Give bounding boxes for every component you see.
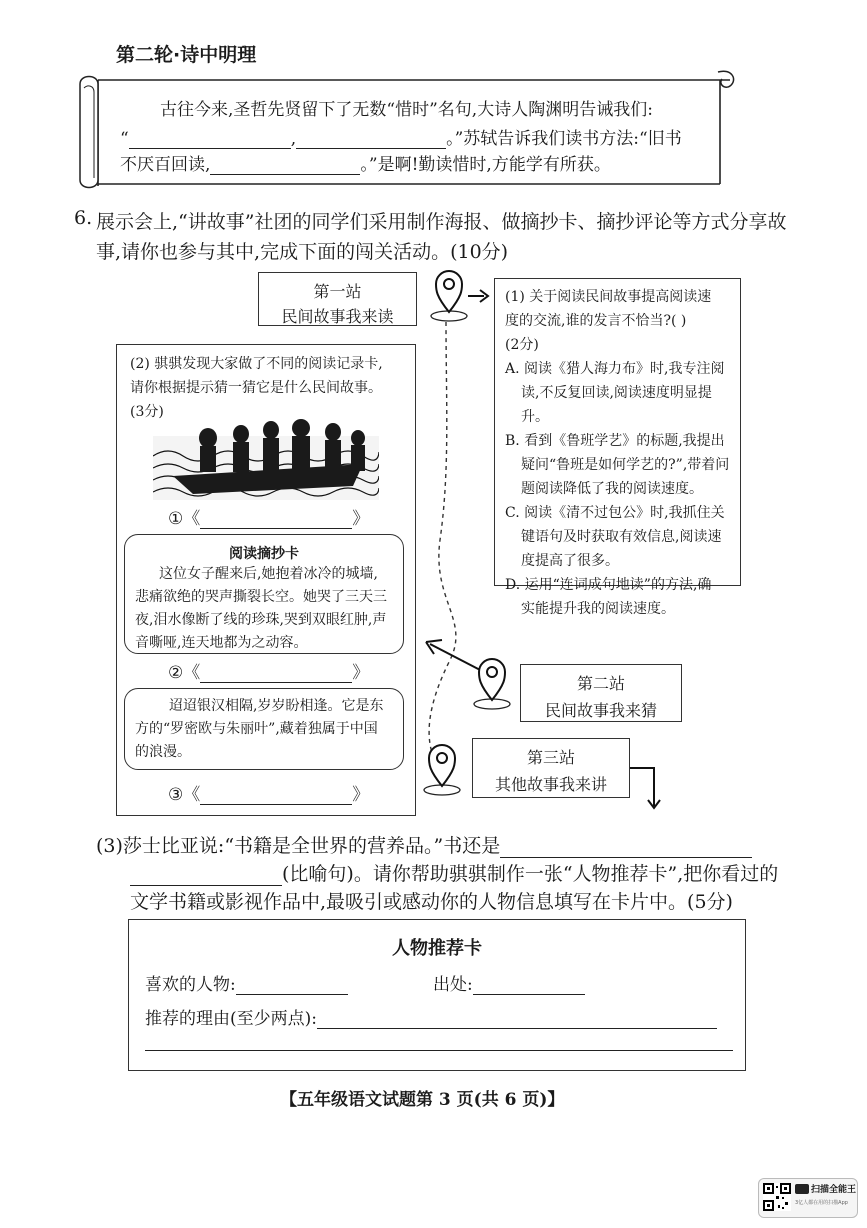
source-row bbox=[433, 970, 585, 995]
blank-2-close: 》 bbox=[352, 663, 370, 683]
arrow-up-left-icon bbox=[426, 640, 484, 672]
excerpt-card-title: 阅读摘抄卡 bbox=[229, 546, 299, 562]
location-pin-icon bbox=[474, 659, 510, 709]
station-1-subtitle: 民间故事我来读 bbox=[281, 307, 394, 326]
station-1-title: 第一站 bbox=[313, 282, 362, 301]
blank-2-label: ②《 bbox=[168, 663, 201, 683]
part3-line-3: 文学书籍或影视作品中,最吸引或感动你的人物信息填写在卡片中。(5分) bbox=[130, 891, 733, 913]
part1-line: (2分) bbox=[505, 337, 539, 353]
q6-line-1: 展示会上,“讲故事”社团的同学们采用制作海报、做摘抄卡、摘抄评论等方式分享故 bbox=[96, 211, 787, 233]
story-illustration bbox=[153, 416, 379, 500]
comma: , bbox=[290, 129, 297, 149]
arrow-down-icon bbox=[628, 768, 660, 808]
scanner-app-badge bbox=[758, 1178, 858, 1218]
part2-line: 请你根据提示猜一猜它是什么民间故事。 bbox=[130, 380, 382, 396]
line3-start: 不厌百回读, bbox=[120, 155, 211, 175]
blank-3-close: 》 bbox=[352, 785, 370, 805]
poem-blank-1[interactable] bbox=[129, 130, 291, 149]
poem-blank-2[interactable] bbox=[296, 130, 446, 149]
station-1-box bbox=[258, 272, 417, 326]
scroll-line-2 bbox=[120, 124, 682, 149]
station-3-title: 第三站 bbox=[526, 748, 575, 767]
excerpt-line: 迢迢银汉相隔,岁岁盼相逢。它是东 bbox=[169, 698, 384, 714]
blank-1-label: ①《 bbox=[168, 509, 201, 529]
metaphor-blank-1[interactable] bbox=[500, 839, 752, 858]
excerpt-line: 这位女子醒来后,她抱着冰冷的城墙, bbox=[159, 566, 378, 582]
option-b: B. 看到《鲁班学艺》的标题,我提出 bbox=[505, 433, 725, 449]
blank-1-close: 》 bbox=[352, 509, 370, 529]
station-2-title: 第二站 bbox=[576, 674, 625, 693]
story-blank-3[interactable] bbox=[200, 788, 352, 805]
scanner-app-name: 扫描全能王 bbox=[811, 1185, 857, 1195]
station-3-box bbox=[472, 738, 630, 798]
reason-row bbox=[145, 1004, 717, 1029]
option-a: A. 阅读《猎人海力布》时,我专注阅 bbox=[505, 361, 725, 377]
station-2-subtitle: 民间故事我来猜 bbox=[544, 701, 657, 720]
part3-line-1 bbox=[96, 831, 752, 858]
line3-end: 。”是啊!勤读惜时,方能学有所获。 bbox=[360, 155, 611, 175]
quote-open: “ bbox=[120, 129, 129, 149]
fav-label: 喜欢的人物: bbox=[145, 975, 236, 995]
part1-line: 题阅读降低了我的阅读速度。 bbox=[521, 481, 703, 497]
part3-line-1-text: (3)莎士比亚说:“书籍是全世界的营养品。”书还是 bbox=[96, 835, 501, 857]
station-2-box bbox=[520, 664, 682, 722]
scanner-app-tagline: 3亿人都在用的扫描App bbox=[795, 1200, 848, 1206]
blank-1-row bbox=[168, 504, 369, 529]
part3-line-2 bbox=[130, 859, 778, 886]
q6-line-2: 事,请你也参与其中,完成下面的闯关活动。(10分) bbox=[96, 241, 509, 263]
blank-2-row bbox=[168, 658, 369, 683]
source-input[interactable] bbox=[473, 978, 585, 995]
reason-label: 推荐的理由(至少两点): bbox=[145, 1009, 317, 1029]
story-blank-2[interactable] bbox=[200, 666, 352, 683]
part1-line: 键语句及时获取有效信息,阅读速 bbox=[521, 529, 722, 545]
arrow-right-icon bbox=[468, 290, 488, 302]
part2-intro bbox=[130, 352, 383, 424]
scroll-line-1: 古往今来,圣哲先贤留下了无数“惜时”名句,大诗人陶渊明告诫我们: bbox=[160, 100, 653, 120]
part1-line: 度提高了很多。 bbox=[521, 553, 619, 569]
part1-lines bbox=[495, 279, 740, 621]
part2-line: (2) 骐骐发现大家做了不同的阅读记录卡, bbox=[130, 356, 383, 372]
part1-line: 疑问“鲁班是如何学艺的?”,带着问 bbox=[521, 457, 730, 473]
option-c: C. 阅读《清不过包公》时,我抓住关 bbox=[505, 505, 725, 521]
location-pin-icon bbox=[431, 271, 467, 321]
blank-3-row bbox=[168, 780, 369, 805]
excerpt-line: 夜,泪水像断了线的珍珠,哭到双眼红肿,声 bbox=[135, 612, 387, 628]
excerpt-card-1 bbox=[124, 534, 404, 654]
recommendation-card-title: 人物推荐卡 bbox=[392, 938, 482, 959]
part1-line: 读,不反复回读,阅读速度明显提 bbox=[521, 385, 712, 401]
fav-person-input[interactable] bbox=[236, 978, 348, 995]
scroll-line-3 bbox=[120, 150, 611, 175]
excerpt-line: 音嘶哑,连天地都为之动容。 bbox=[135, 635, 308, 651]
part1-box bbox=[494, 278, 741, 617]
line2-end: 。”苏轼告诉我们读书方法:“旧书 bbox=[446, 129, 682, 149]
excerpt-card-2-body bbox=[125, 689, 403, 764]
reason-input-2[interactable] bbox=[145, 1050, 733, 1051]
page-footer: 【五年级语文试题第 3 页(共 6 页)】 bbox=[280, 1090, 565, 1110]
qr-code-icon bbox=[763, 1183, 791, 1211]
part3-line-2-text: (比喻句)。请你帮助骐骐制作一张“人物推荐卡”,把你看过的 bbox=[282, 863, 779, 885]
metaphor-blank-2[interactable] bbox=[130, 867, 282, 886]
fav-row bbox=[145, 970, 348, 995]
part1-line: 升。 bbox=[521, 409, 549, 425]
station-3-subtitle: 其他故事我来讲 bbox=[494, 775, 607, 794]
part1-line: 实能提升我的阅读速度。 bbox=[521, 601, 675, 617]
reason-input-1[interactable] bbox=[317, 1012, 717, 1029]
excerpt-line: 的浪漫。 bbox=[135, 744, 191, 760]
q6-number: 6. bbox=[74, 207, 93, 229]
blank-3-label: ③《 bbox=[168, 785, 201, 805]
part1-line: (1) 关于阅读民间故事提高阅读速 bbox=[505, 289, 712, 305]
poem-blank-3[interactable] bbox=[210, 156, 360, 175]
section-title: 第二轮·诗中明理 bbox=[116, 44, 257, 66]
excerpt-line: 悲痛欲绝的哭声撕裂长空。她哭了三天三 bbox=[135, 589, 387, 605]
excerpt-card-1-body bbox=[125, 563, 403, 655]
cs-logo-icon bbox=[795, 1184, 809, 1194]
story-blank-1[interactable] bbox=[200, 512, 352, 529]
part1-line: 度的交流,谁的发言不恰当?( ) bbox=[505, 313, 687, 329]
part2-line: (3分) bbox=[130, 404, 164, 420]
option-d: D. 运用“连词成句地读”的方法,确 bbox=[505, 577, 712, 593]
source-label: 出处: bbox=[433, 975, 473, 995]
location-pin-icon bbox=[424, 745, 460, 795]
excerpt-line: 方的“罗密欧与朱丽叶”,藏着独属于中国 bbox=[135, 721, 378, 737]
excerpt-card-2 bbox=[124, 688, 404, 770]
recommendation-card bbox=[128, 919, 746, 1071]
